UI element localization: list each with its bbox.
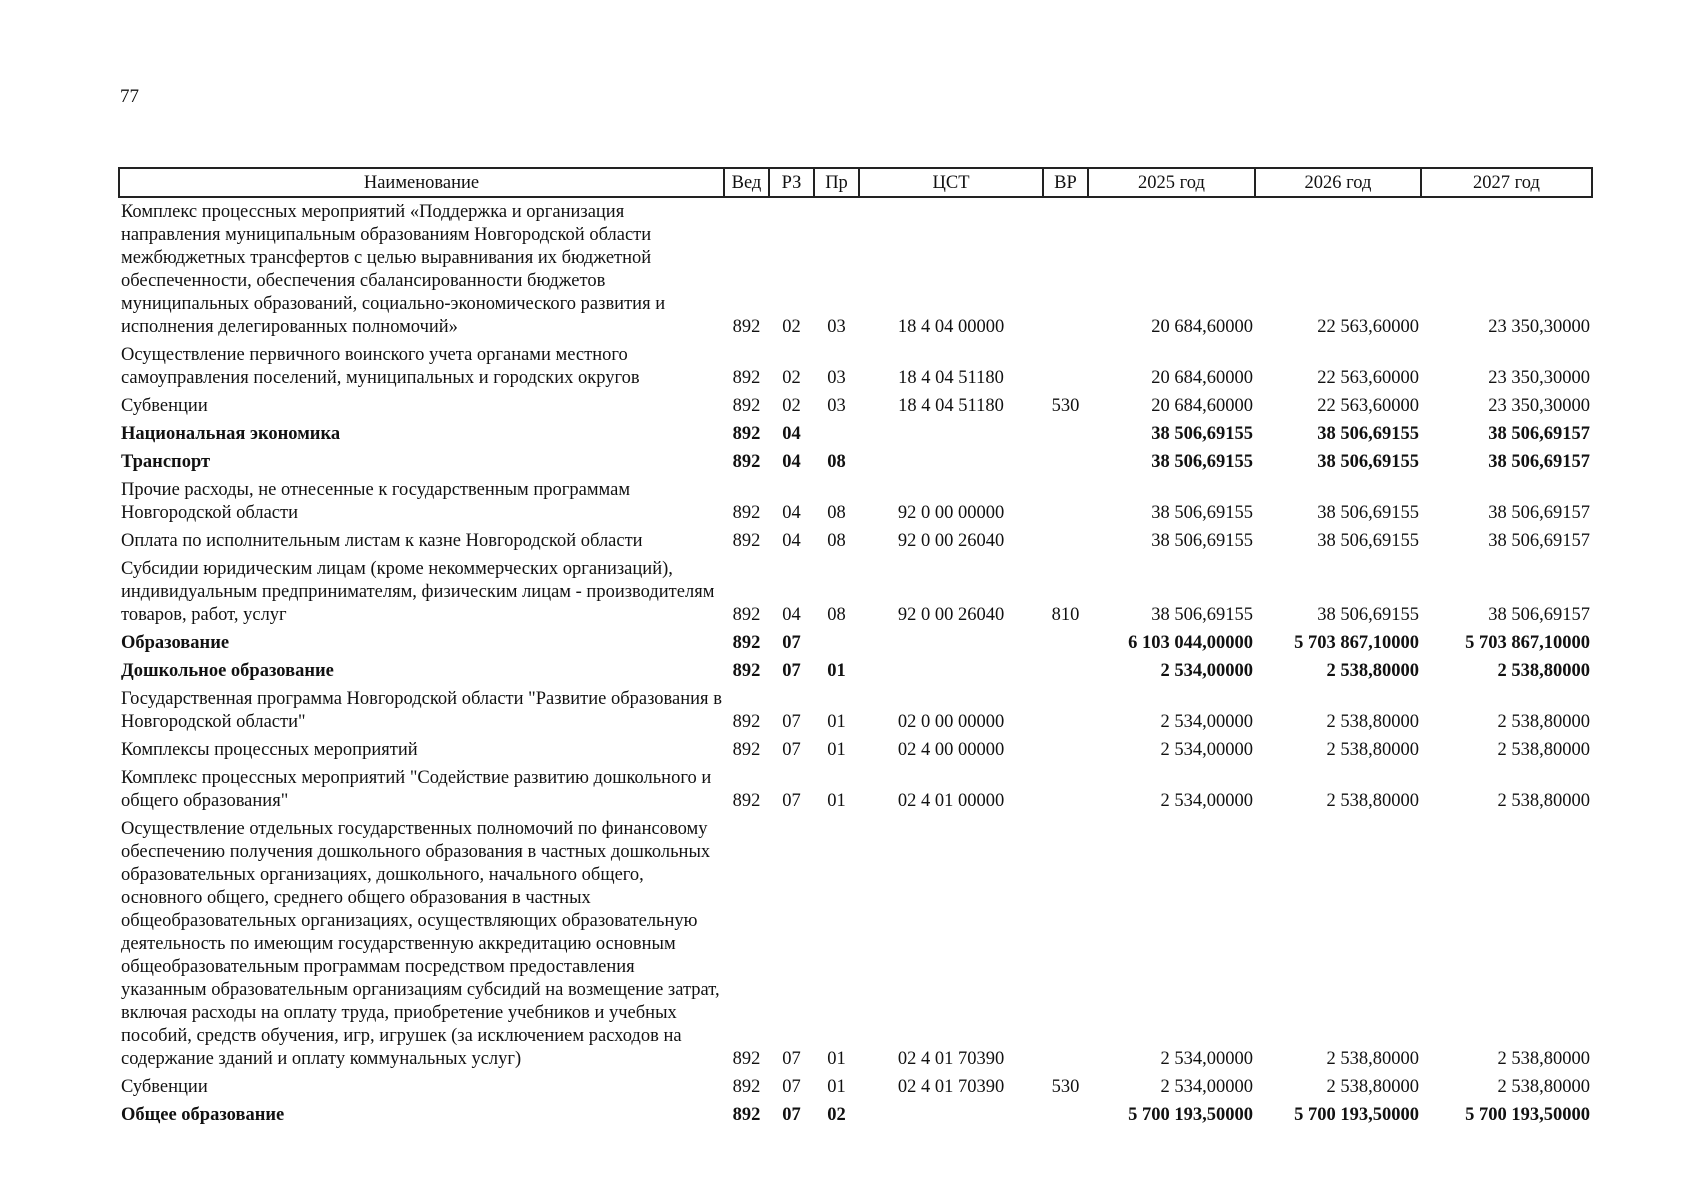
page-number: 77: [120, 86, 139, 107]
cell-2025: 2 534,00000: [1160, 1077, 1253, 1097]
cell-2027: 38 506,69157: [1488, 531, 1590, 551]
cell-2026: 5 700 193,50000: [1294, 1105, 1419, 1125]
cell-name: Оплата по исполнительным листам к казне Новгородской области: [121, 531, 643, 551]
cell-vr: [1043, 685, 1088, 736]
table-row: [119, 657, 1592, 685]
cell-vr: [1043, 420, 1088, 448]
cell-2027: 38 506,69157: [1488, 452, 1590, 472]
cell-2027: 5 700 193,50000: [1465, 1105, 1590, 1125]
table-row: [119, 420, 1592, 448]
cell-2026: 22 563,60000: [1317, 317, 1419, 337]
cell-cst: [859, 448, 1043, 476]
cell-pr: 08: [827, 503, 846, 523]
table-row: [119, 1101, 1592, 1129]
cell-2026: 38 506,69155: [1317, 503, 1419, 523]
cell-vr: 530: [1051, 396, 1080, 416]
cell-2025: 6 103 044,00000: [1128, 633, 1253, 653]
cell-pr: 01: [827, 740, 846, 760]
cell-vr: [1043, 764, 1088, 815]
header-cst: ЦСТ: [859, 168, 1043, 197]
table-row: [119, 629, 1592, 657]
cell-2027: 2 538,80000: [1497, 1077, 1590, 1097]
cell-rz: 02: [782, 396, 801, 416]
header-vr: ВР: [1043, 168, 1088, 197]
cell-name: Осуществление отдельных государственных полномочий по финансовому обеспечению получения дошкольного образования в частных дошкольных образовательных организациях, дошкольного, начального общего, основного общего, среднего общего образования в частных общеобразовательных организациях, осуществляющих образовательную деятельность по имеющим государственную аккредитацию основным общеобразовательным программам посредством предоставления указанным образовательным организациям субсидий на возмещение затрат, включая расходы на оплату труда, приобретение учебников и учебных пособий, средств обучения, игр, игрушек (за исключением расходов на содержание зданий и оплату коммунальных услуг): [121, 819, 720, 1069]
cell-rz: 02: [782, 317, 801, 337]
cell-rz: 07: [782, 1077, 801, 1097]
cell-2026: 2 538,80000: [1326, 791, 1419, 811]
cell-2027: 5 703 867,10000: [1465, 633, 1590, 653]
cell-vr: [1043, 657, 1088, 685]
cell-ved: 892: [732, 633, 761, 653]
cell-ved: 892: [732, 605, 761, 625]
cell-2027: 38 506,69157: [1488, 424, 1590, 444]
cell-2026: 38 506,69155: [1317, 424, 1419, 444]
cell-2026: 38 506,69155: [1317, 605, 1419, 625]
cell-2026: 5 703 867,10000: [1294, 633, 1419, 653]
header-2025: 2025 год: [1088, 168, 1255, 197]
cell-ved: 892: [732, 424, 761, 444]
cell-2027: 2 538,80000: [1497, 661, 1590, 681]
cell-pr: 01: [827, 1077, 846, 1097]
cell-ved: 892: [732, 452, 761, 472]
cell-name: Субвенции: [121, 1077, 208, 1097]
cell-2025: 38 506,69155: [1151, 503, 1253, 523]
cell-2026: 2 538,80000: [1326, 740, 1419, 760]
cell-vr: [1043, 736, 1088, 764]
cell-ved: 892: [732, 396, 761, 416]
cell-ved: 892: [732, 791, 761, 811]
cell-2025: 20 684,60000: [1151, 396, 1253, 416]
cell-name: Комплексы процессных мероприятий: [121, 740, 418, 760]
table-row: [119, 476, 1592, 527]
cell-2027: 2 538,80000: [1497, 791, 1590, 811]
cell-rz: 07: [782, 633, 801, 653]
cell-cst: 92 0 00 00000: [897, 503, 1005, 523]
table-row: [119, 736, 1592, 764]
cell-rz: 07: [782, 1105, 801, 1125]
cell-pr: 01: [827, 712, 846, 732]
cell-ved: 892: [732, 1105, 761, 1125]
cell-pr: 01: [827, 661, 846, 681]
cell-rz: 04: [782, 531, 801, 551]
cell-name: Субсидии юридическим лицам (кроме некоммерческих организаций), индивидуальным предпринимателям, физическим лицам - производителям товаров, работ, услуг: [121, 559, 715, 625]
cell-2027: 2 538,80000: [1497, 712, 1590, 732]
cell-ved: 892: [732, 368, 761, 388]
cell-name: Государственная программа Новгородской области "Развитие образования в Новгородской области": [121, 689, 722, 732]
cell-2026: 2 538,80000: [1326, 712, 1419, 732]
cell-2025: 2 534,00000: [1160, 661, 1253, 681]
header-name: Наименование: [119, 168, 724, 197]
cell-cst: 02 4 01 70390: [897, 1049, 1005, 1069]
cell-name: Прочие расходы, не отнесенные к государственным программам Новгородской области: [121, 480, 631, 523]
cell-rz: 04: [782, 503, 801, 523]
cell-name: Национальная экономика: [121, 424, 341, 444]
cell-2025: 38 506,69155: [1151, 531, 1253, 551]
cell-cst: 02 0 00 00000: [897, 712, 1005, 732]
cell-2025: 2 534,00000: [1160, 1049, 1253, 1069]
cell-pr: [814, 420, 859, 448]
table-row: [119, 527, 1592, 555]
cell-2026: 22 563,60000: [1317, 368, 1419, 388]
header-2027: 2027 год: [1421, 168, 1592, 197]
cell-cst: 02 4 00 00000: [897, 740, 1005, 760]
cell-rz: 04: [782, 424, 801, 444]
cell-ved: 892: [732, 531, 761, 551]
cell-pr: 01: [827, 1049, 846, 1069]
cell-cst: [859, 629, 1043, 657]
cell-rz: 07: [782, 712, 801, 732]
cell-cst: 02 4 01 70390: [897, 1077, 1005, 1097]
cell-name: Дошкольное образование: [121, 661, 334, 681]
cell-cst: 92 0 00 26040: [897, 605, 1005, 625]
cell-vr: [1043, 815, 1088, 1073]
cell-2026: 2 538,80000: [1326, 661, 1419, 681]
cell-2025: 38 506,69155: [1151, 452, 1253, 472]
table-row: [119, 815, 1592, 1073]
cell-ved: 892: [732, 503, 761, 523]
cell-vr: [1043, 448, 1088, 476]
table-row: [119, 197, 1592, 341]
table-row: [119, 341, 1592, 392]
cell-cst: 02 4 01 00000: [897, 791, 1005, 811]
cell-cst: 92 0 00 26040: [897, 531, 1005, 551]
cell-2025: 5 700 193,50000: [1128, 1105, 1253, 1125]
cell-ved: 892: [732, 317, 761, 337]
cell-2027: 38 506,69157: [1488, 605, 1590, 625]
cell-2027: 2 538,80000: [1497, 740, 1590, 760]
cell-ved: 892: [732, 1049, 761, 1069]
cell-name: Комплекс процессных мероприятий «Поддержка и организация направления муниципальным образованиям Новгородской области межбюджетных трансфертов с целью выравнивания их бюджетной обеспеченности, обеспечения сбалансированности бюджетов муниципальных образований, социально-экономического развития и исполнения делегированных полномочий»: [121, 202, 666, 337]
cell-ved: 892: [732, 712, 761, 732]
cell-vr: [1043, 629, 1088, 657]
cell-vr: 810: [1051, 605, 1080, 625]
cell-rz: 04: [782, 452, 801, 472]
cell-vr: [1043, 197, 1088, 341]
cell-pr: 03: [827, 368, 846, 388]
cell-2025: 20 684,60000: [1151, 317, 1253, 337]
header-rz: РЗ: [769, 168, 814, 197]
cell-2027: 23 350,30000: [1488, 396, 1590, 416]
cell-pr: 08: [827, 605, 846, 625]
cell-2027: 23 350,30000: [1488, 317, 1590, 337]
cell-cst: 18 4 04 51180: [898, 396, 1004, 416]
cell-rz: 02: [782, 368, 801, 388]
cell-name: Общее образование: [121, 1105, 285, 1125]
cell-2026: 22 563,60000: [1317, 396, 1419, 416]
table-row: [119, 1073, 1592, 1101]
header-pr: Пр: [814, 168, 859, 197]
cell-pr: [814, 629, 859, 657]
cell-pr: 08: [827, 452, 846, 472]
table-header-row: [119, 168, 1592, 197]
cell-cst: [859, 1101, 1043, 1129]
cell-2025: 2 534,00000: [1160, 712, 1253, 732]
cell-vr: [1043, 1101, 1088, 1129]
cell-vr: [1043, 527, 1088, 555]
cell-vr: 530: [1051, 1077, 1080, 1097]
table-row: [119, 555, 1592, 629]
cell-2025: 2 534,00000: [1160, 791, 1253, 811]
cell-rz: 07: [782, 1049, 801, 1069]
cell-cst: 18 4 04 51180: [898, 368, 1004, 388]
cell-pr: 01: [827, 791, 846, 811]
cell-2027: 38 506,69157: [1488, 503, 1590, 523]
cell-name: Комплекс процессных мероприятий "Содействие развитию дошкольного и общего образования": [121, 768, 712, 811]
cell-2026: 2 538,80000: [1326, 1049, 1419, 1069]
cell-rz: 07: [782, 740, 801, 760]
cell-2025: 20 684,60000: [1151, 368, 1253, 388]
header-2026: 2026 год: [1255, 168, 1421, 197]
table-row: [119, 448, 1592, 476]
cell-pr: 03: [827, 396, 846, 416]
cell-name: Образование: [121, 633, 230, 653]
table-row: [119, 685, 1592, 736]
cell-2027: 2 538,80000: [1497, 1049, 1590, 1069]
cell-ved: 892: [732, 1077, 761, 1097]
cell-rz: 07: [782, 661, 801, 681]
cell-2026: 38 506,69155: [1317, 531, 1419, 551]
table-row: [119, 392, 1592, 420]
cell-pr: 03: [827, 317, 846, 337]
cell-pr: 02: [827, 1105, 846, 1125]
cell-vr: [1043, 476, 1088, 527]
table-body: [119, 197, 1592, 1129]
cell-2027: 23 350,30000: [1488, 368, 1590, 388]
cell-rz: 04: [782, 605, 801, 625]
cell-cst: 18 4 04 00000: [897, 317, 1005, 337]
budget-table: [118, 167, 1593, 1129]
cell-2026: 38 506,69155: [1317, 452, 1419, 472]
cell-rz: 07: [782, 791, 801, 811]
cell-name: Транспорт: [121, 452, 211, 472]
cell-vr: [1043, 341, 1088, 392]
cell-2025: 2 534,00000: [1160, 740, 1253, 760]
cell-name: Осуществление первичного воинского учета органами местного самоуправления поселений, муниципальных и городских округов: [121, 345, 640, 388]
cell-ved: 892: [732, 661, 761, 681]
cell-name: Субвенции: [121, 396, 208, 416]
table-row: [119, 764, 1592, 815]
cell-cst: [859, 657, 1043, 685]
cell-ved: 892: [732, 740, 761, 760]
cell-cst: [859, 420, 1043, 448]
cell-pr: 08: [827, 531, 846, 551]
header-ved: Вед: [724, 168, 769, 197]
cell-2025: 38 506,69155: [1151, 424, 1253, 444]
cell-2026: 2 538,80000: [1326, 1077, 1419, 1097]
cell-2025: 38 506,69155: [1151, 605, 1253, 625]
